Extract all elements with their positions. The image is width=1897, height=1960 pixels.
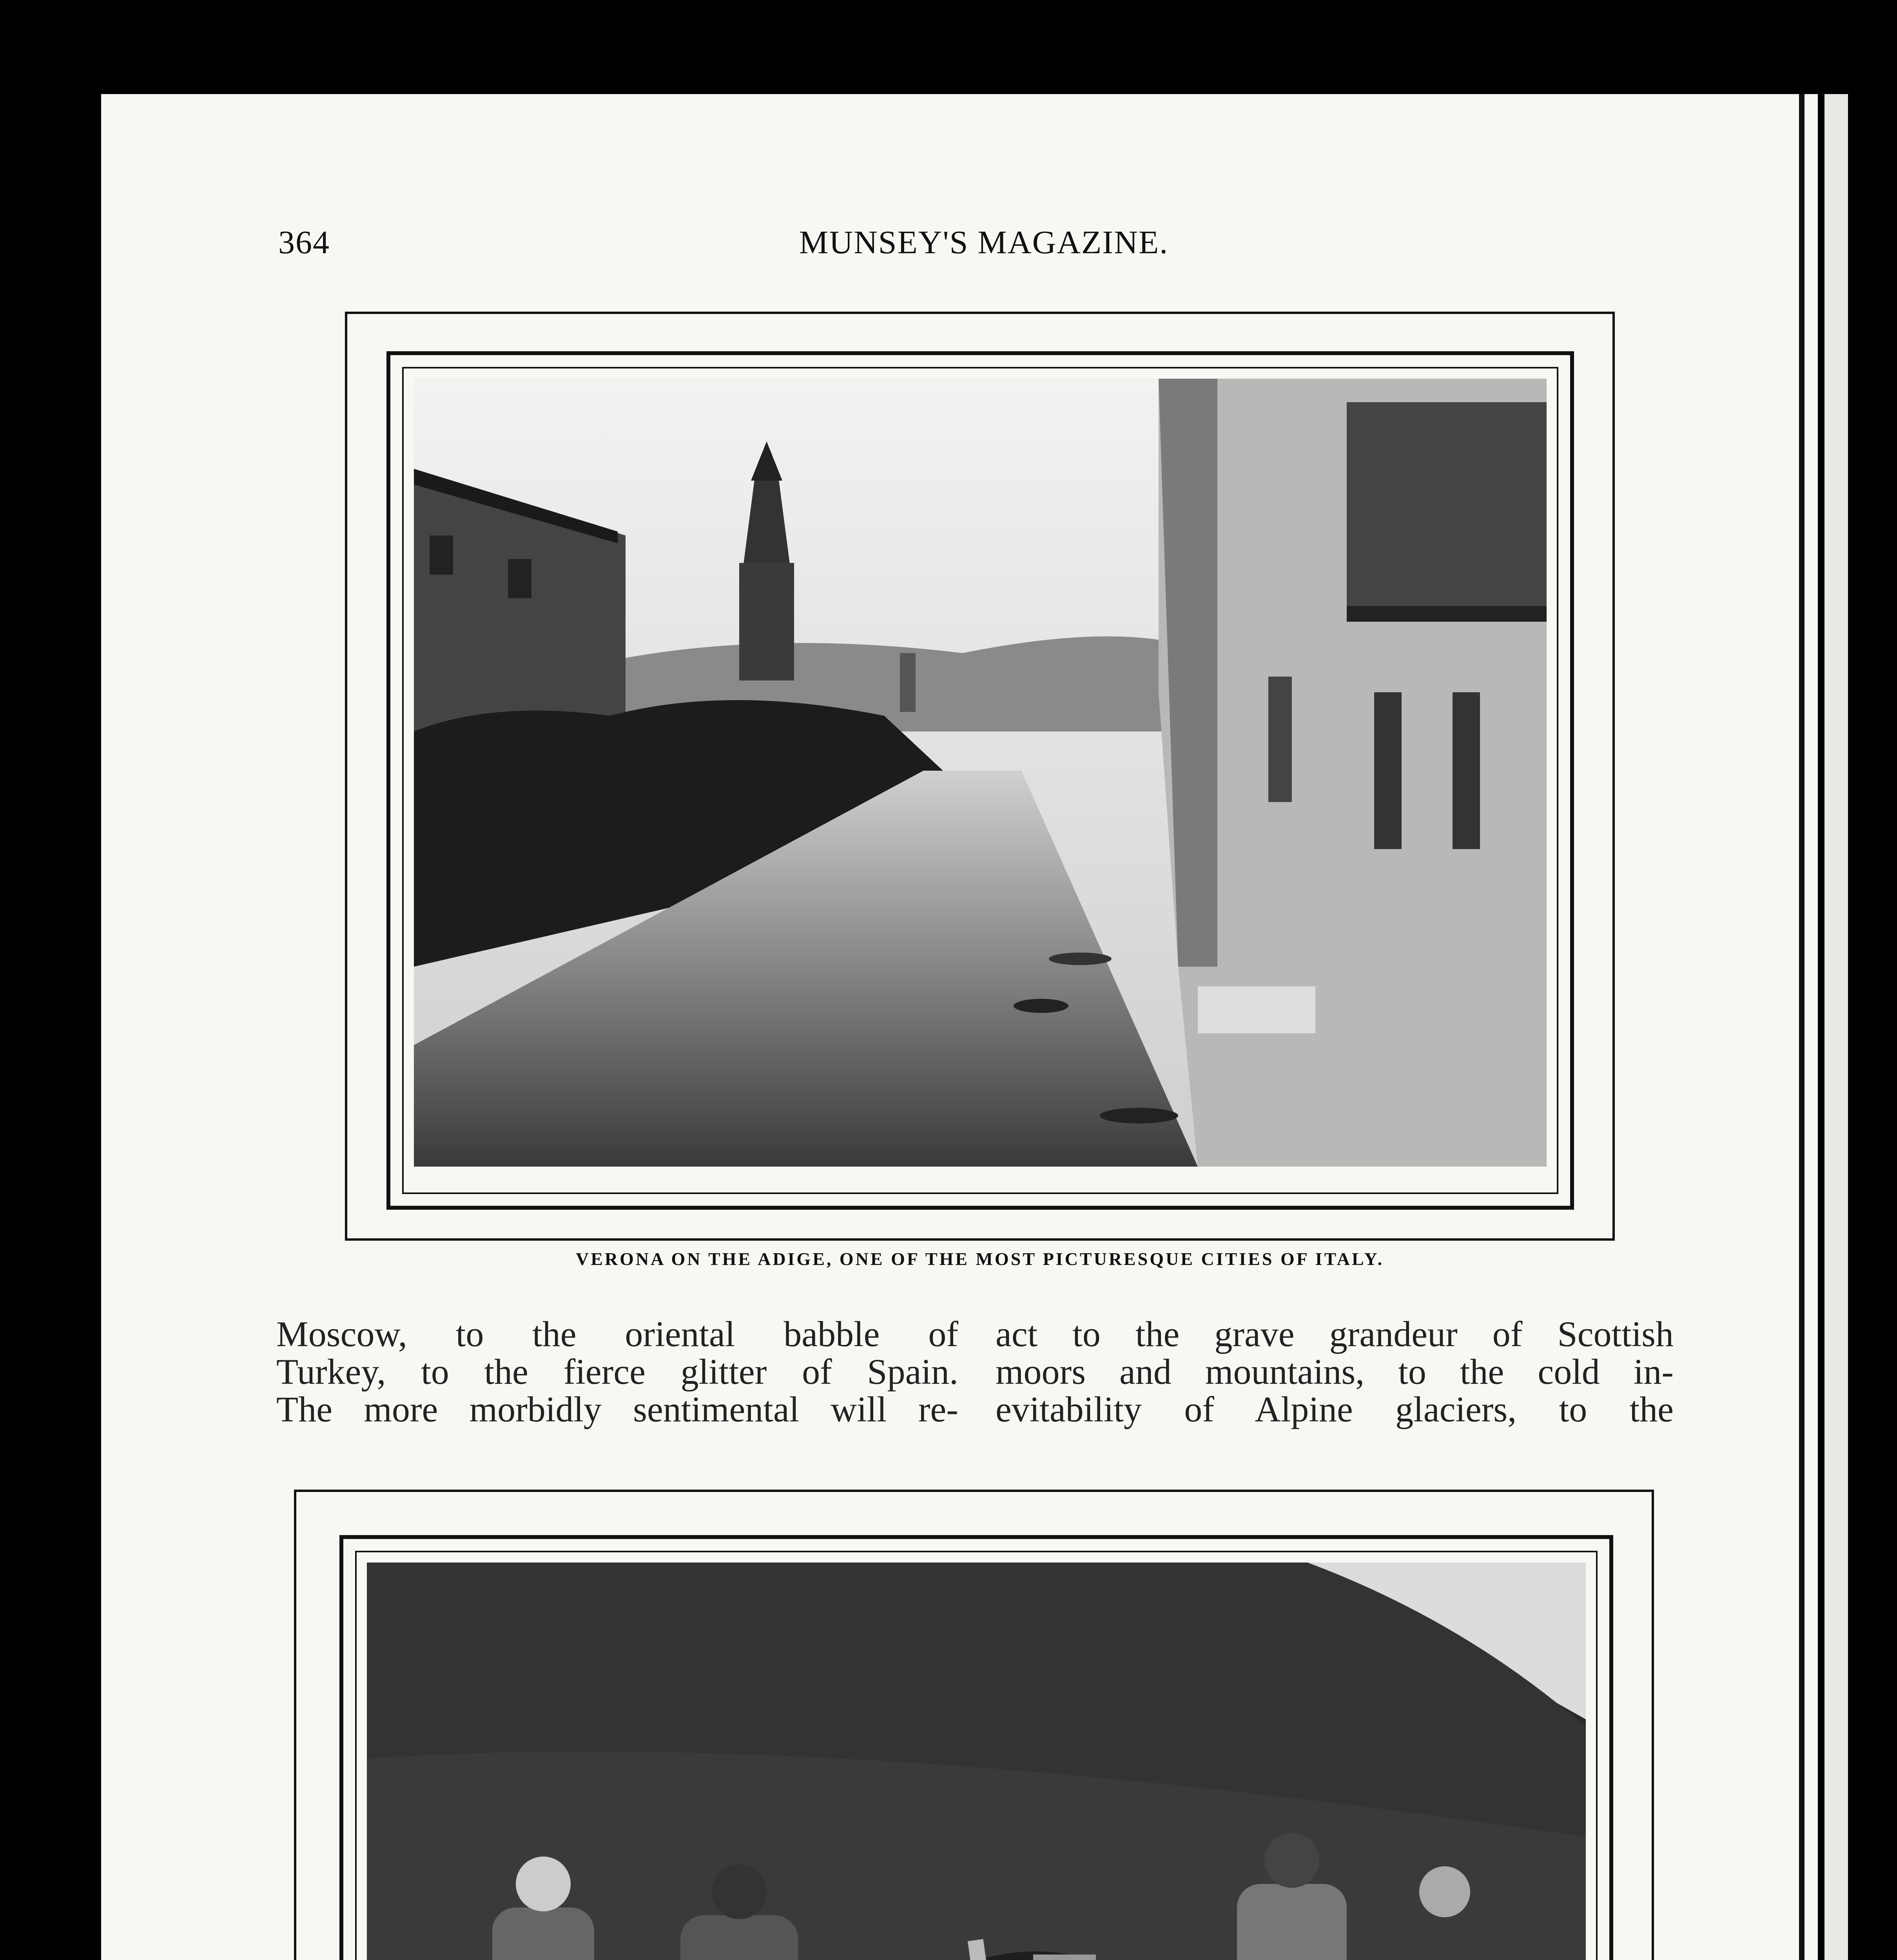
- lapland-reindeer-photo: [367, 1563, 1586, 1960]
- text-column-right: [996, 1315, 1674, 1428]
- magazine-title: MUNSEY'S MAGAZINE.: [799, 224, 1169, 261]
- text-line: Turkey, to the fierce glitter of Spain.: [276, 1352, 958, 1392]
- text-line: act to the grave grandeur of Scottish: [996, 1314, 1674, 1354]
- running-head: [278, 223, 1689, 270]
- figure-verona-frame: [345, 312, 1615, 1241]
- text-line: The more morbidly sentimental will re-: [276, 1389, 958, 1429]
- page-spine: [1799, 94, 1805, 1960]
- page-number: 364: [278, 224, 330, 261]
- next-page-edge: [1824, 94, 1848, 1960]
- lapland-photo-art: [367, 1563, 1586, 1960]
- verona-photo-art: [414, 379, 1547, 1167]
- text-line: Moscow, to the oriental babble of: [276, 1314, 958, 1354]
- text-line: moors and mountains, to the cold in-: [996, 1352, 1674, 1392]
- text-line: evitability of Alpine glaciers, to the: [996, 1389, 1674, 1429]
- figure-lapland-frame: [294, 1490, 1654, 1960]
- figure-verona-caption: VERONA ON THE ADIGE, ONE OF THE MOST PICTURESQUE CITIES OF ITALY.: [576, 1249, 1384, 1269]
- verona-canal-photo: [414, 379, 1547, 1167]
- text-column-left: [276, 1315, 958, 1428]
